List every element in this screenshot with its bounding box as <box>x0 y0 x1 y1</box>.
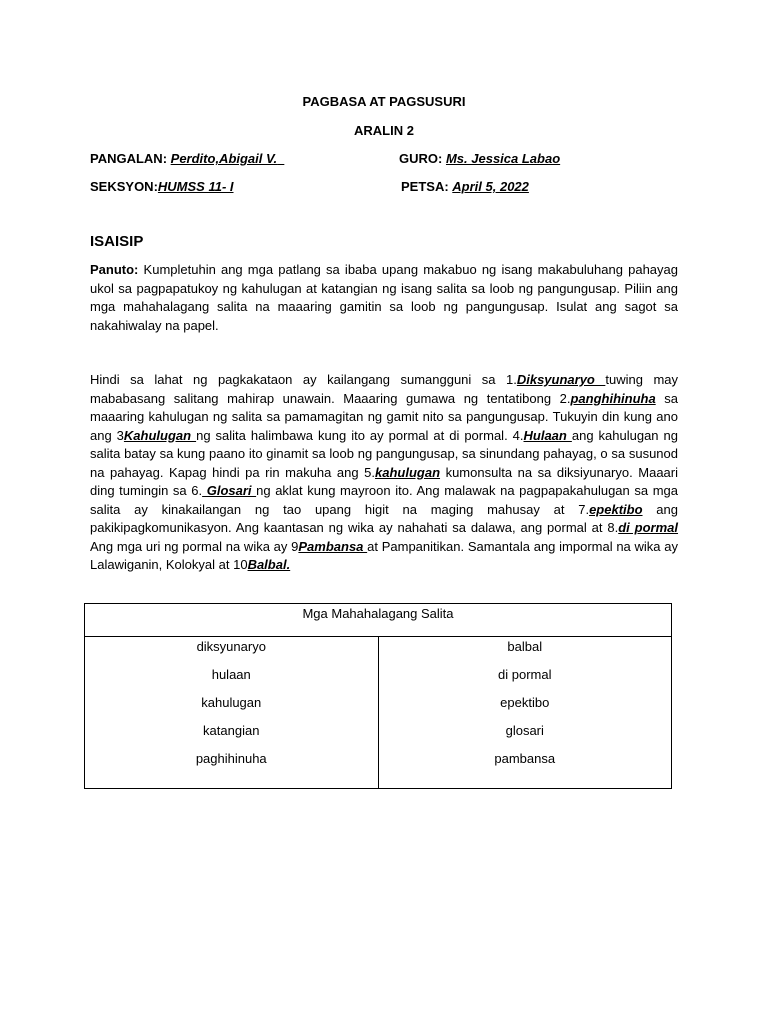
word-item: di pormal <box>498 667 552 682</box>
passage-text: ng aklat kung mayroon ito. Ang malawak na pagpapakahulugan sa mga salita ay kinakailangan ng tao upang higit na maging mahusay at 7. <box>90 483 678 517</box>
passage-text: ang pakikipagkomunikasyon. Ang kaantasan ng wika ay nahahati sa dalawa, ang pormal at 8. <box>90 501 678 535</box>
answer-6: Glosari <box>202 483 257 498</box>
word-item: pambansa <box>494 751 556 766</box>
word-item: diksyunaryo <box>196 639 266 654</box>
passage-text: ng salita halimbawa kung ito ay pormal at di pormal. 4. <box>196 427 524 443</box>
name-value: Perdito,Abigail V. <box>170 151 278 166</box>
answer-1: Diksyunaryo <box>516 372 606 387</box>
passage-text: Hindi sa lahat ng pagkakataon ay kailangang sumangguni sa 1. <box>90 372 517 387</box>
table-header: Mga Mahahalagang Salita <box>85 604 672 637</box>
passage-text: kumonsulta na sa diksiyunaryo. Maaari ding tumingin sa 6. <box>90 464 678 498</box>
answer-8: di pormal <box>618 520 679 535</box>
word-item: hulaan <box>211 667 251 682</box>
answer-10: Balbal. <box>247 557 291 572</box>
answer-5: kahulugan <box>375 464 441 480</box>
instructions-label: Panuto: <box>90 262 139 277</box>
answer-9: Pambansa <box>298 538 368 554</box>
table-row <box>85 637 672 789</box>
date-label: PETSA: <box>401 179 449 194</box>
lesson-title: ARALIN 2 <box>354 123 414 138</box>
instructions <box>90 261 678 335</box>
table-header-row <box>85 604 672 637</box>
passage-text: Ang mga uri ng pormal na wika ay 9 <box>90 538 299 554</box>
document-title: PAGBASA AT PAGSUSURI <box>302 94 466 109</box>
right-column <box>378 637 672 789</box>
date-field <box>401 179 529 194</box>
word-item: balbal <box>507 639 543 654</box>
passage-text: tuwing may mababasang salitang mahirap unawain. Maaaring gumawa ng tentatibong 2. <box>90 372 678 406</box>
word-item: epektibo <box>500 695 550 710</box>
answer-7: epektibo <box>589 501 643 517</box>
answer-2: panghihinuha <box>570 390 656 406</box>
teacher-field <box>399 151 560 166</box>
passage-text: sa maaaring kahulugan ng salita sa pamamagitan ng gamit nito sa pangungusap. Tukuyin din kung ano ang 3 <box>90 390 678 443</box>
section-value: HUMSS 11- I <box>157 179 234 194</box>
section-label: SEKSYON: <box>90 179 158 194</box>
answer-3: Kahulugan <box>123 427 197 443</box>
word-item: kahulugan <box>201 695 262 710</box>
passage-text: ang kahulugan ng salita batay sa kung paano ito ginamit sa loob ng pangungusap, sa sinundang pahayag, o sa susunod na pahayag. Kapag hindi pa rin makuha ang 5. <box>90 427 678 480</box>
word-item: glosari <box>505 723 544 738</box>
teacher-value: Ms. Jessica Labao <box>445 151 561 166</box>
instructions-text: Kumpletuhin ang mga patlang sa ibaba upang makabuo ng isang makabuluhang pahayag ukol sa pagpapatukoy ng kahulugan at katangian ng isang salita sa loob ng pangungusap. Piliin ang mga mahahalagang salita na maaaring gamitin sa loob ng pangungusap. Isulat ang sagot sa nakahiwalay na papel. <box>90 262 678 333</box>
date-value: April 5, 2022 <box>452 179 529 194</box>
passage <box>90 371 678 575</box>
section-field <box>90 179 234 194</box>
left-column <box>85 637 379 789</box>
name-label: PANGALAN: <box>90 151 168 166</box>
answer-4: Hulaan <box>523 427 572 443</box>
word-bank-table <box>84 603 672 789</box>
word-item: paghihinuha <box>195 751 267 766</box>
passage-text: at Pampanitikan. Samantala ang impormal na wika ay Lalawiganin, Kolokyal at 10 <box>90 538 678 572</box>
section-title: ISAISIP <box>90 233 144 250</box>
teacher-label: GURO: <box>399 151 443 166</box>
word-item: katangian <box>203 723 260 738</box>
name-field <box>90 151 284 166</box>
